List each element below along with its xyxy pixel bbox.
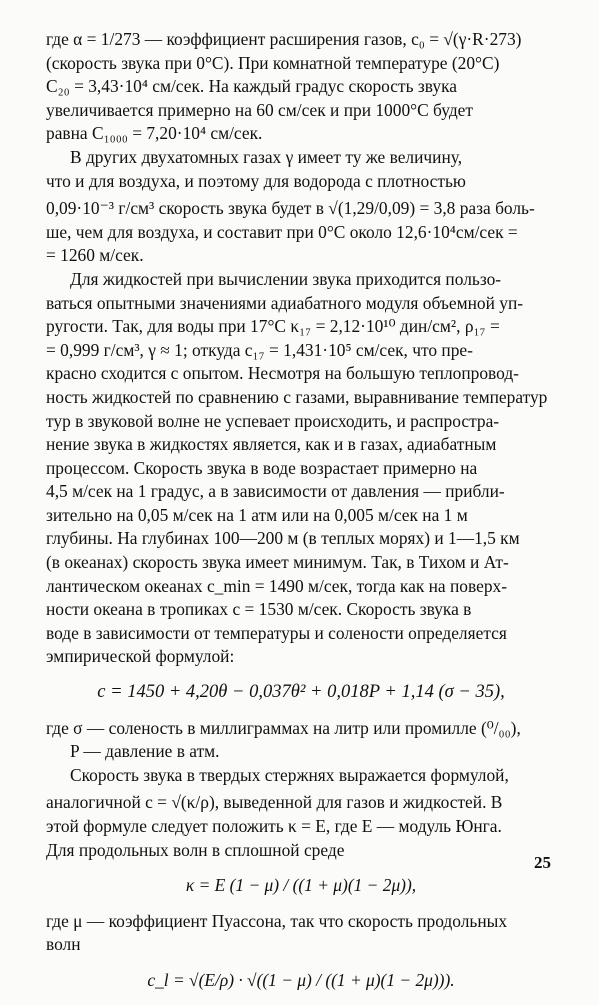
text-line: C₂₀ = 3,43·10⁴ см/сек. На каждый градус скорость звука xyxy=(46,76,457,97)
text-line: Для жидкостей при вычислении звука приходится пользо- xyxy=(70,268,502,289)
text-line: этой формуле следует положить κ = E, где E — модуль Юнга. xyxy=(46,816,502,836)
text-line: (скорость звука при 0°C). При комнатной температуре (20°C) xyxy=(46,52,500,73)
text-line: Скорость звука в твердых стержнях выражается формулой, xyxy=(70,764,509,785)
text-line: P — давление в атм. xyxy=(70,741,220,762)
text-line: где α = 1/273 — коэффициент расширения газов, c₀ = √(γ·R·273) xyxy=(46,29,522,49)
text-line: нение звука в жидкостях является, как и в газах, адиабатным xyxy=(46,434,497,455)
text-line: ругости. Так, для воды при 17°C κ₁₇ = 2,12·10¹⁰ дин/см², ρ₁₇ = xyxy=(46,316,500,337)
formula-longitudinal-speed: c_l = √(E/ρ) · √((1 − μ) / ((1 + μ)(1 − 2μ))). xyxy=(147,969,455,990)
text-line: где μ — коэффициент Пуассона, так что скорость продольных xyxy=(46,910,508,931)
text-line: зительно на 0,05 м/сек на 1 атм или на 0,005 м/сек на 1 м xyxy=(46,504,468,525)
text-line: ность жидкостей по сравнению с газами, выравнивание температур xyxy=(46,386,548,407)
text-line: В других двухатомных газах γ имеет ту же величину, xyxy=(70,146,463,167)
text-line: красно сходится с опытом. Несмотря на большую теплопровод- xyxy=(46,363,519,384)
text-line: глубины. На глубинах 100—200 м (в теплых морях) и 1—1,5 км xyxy=(46,528,520,549)
text-line: равна C₁₀₀₀ = 7,20·10⁴ см/сек. xyxy=(46,123,263,144)
text-line: тур в звуковой волне не успевает происходить, и распростра- xyxy=(46,410,500,431)
page-body xyxy=(46,28,556,1005)
page-number: 25 xyxy=(534,853,551,872)
text-line: ности океана в тропиках c = 1530 м/сек. Скорость звука в xyxy=(46,599,472,620)
text-line: что и для воздуха, и поэтому для водорода с плотностью xyxy=(46,170,466,191)
text-line: волн xyxy=(46,934,81,955)
text-line: ше, чем для воздуха, и составит при 0°C около 12,6·10⁴см/сек = xyxy=(46,221,518,242)
formula-modulus: κ = E (1 − μ) / ((1 + μ)(1 − 2μ)), xyxy=(185,875,417,896)
text-line: где σ — соленость в миллиграммах на литр или промилле (⁰/₀₀), xyxy=(46,717,521,738)
text-line: воде в зависимости от температуры и солености определяется xyxy=(46,622,507,643)
text-line: увеличивается примерно на 60 см/сек и при 1000°C будет xyxy=(46,99,473,120)
formula-sound-speed-sea: c = 1450 + 4,20θ − 0,037θ² + 0,018P + 1,14 (σ − 35), xyxy=(97,682,505,703)
text-line: 4,5 м/сек на 1 градус, а в зависимости от давления — прибли- xyxy=(46,481,505,502)
text-line: = 1260 м/сек. xyxy=(46,245,144,266)
text-line: 0,09·10⁻³ г/см³ скорость звука будет в √(1,29/0,09) = 3,8 раза боль- xyxy=(46,198,535,219)
text-line: ваться опытными значениями адиабатного модуля объемной уп- xyxy=(46,292,524,313)
text-line: эмпирической формулой: xyxy=(46,646,235,667)
text-line: лантическом океанах c_min = 1490 м/сек, тогда как на поверх- xyxy=(46,575,508,596)
text-line: аналогичной c = √(κ/ρ), выведенной для газов и жидкостей. В xyxy=(46,792,503,813)
text-line: = 0,999 г/см³, γ ≈ 1; откуда c₁₇ = 1,431·10⁵ см/сек, что пре- xyxy=(46,339,473,360)
text-line: Для продольных волн в сплошной среде xyxy=(46,839,345,860)
text-line: (в океанах) скорость звука имеет минимум. Так, в Тихом и Ат- xyxy=(46,552,509,573)
text-line: процессом. Скорость звука в воде возрастает примерно на xyxy=(46,457,478,478)
